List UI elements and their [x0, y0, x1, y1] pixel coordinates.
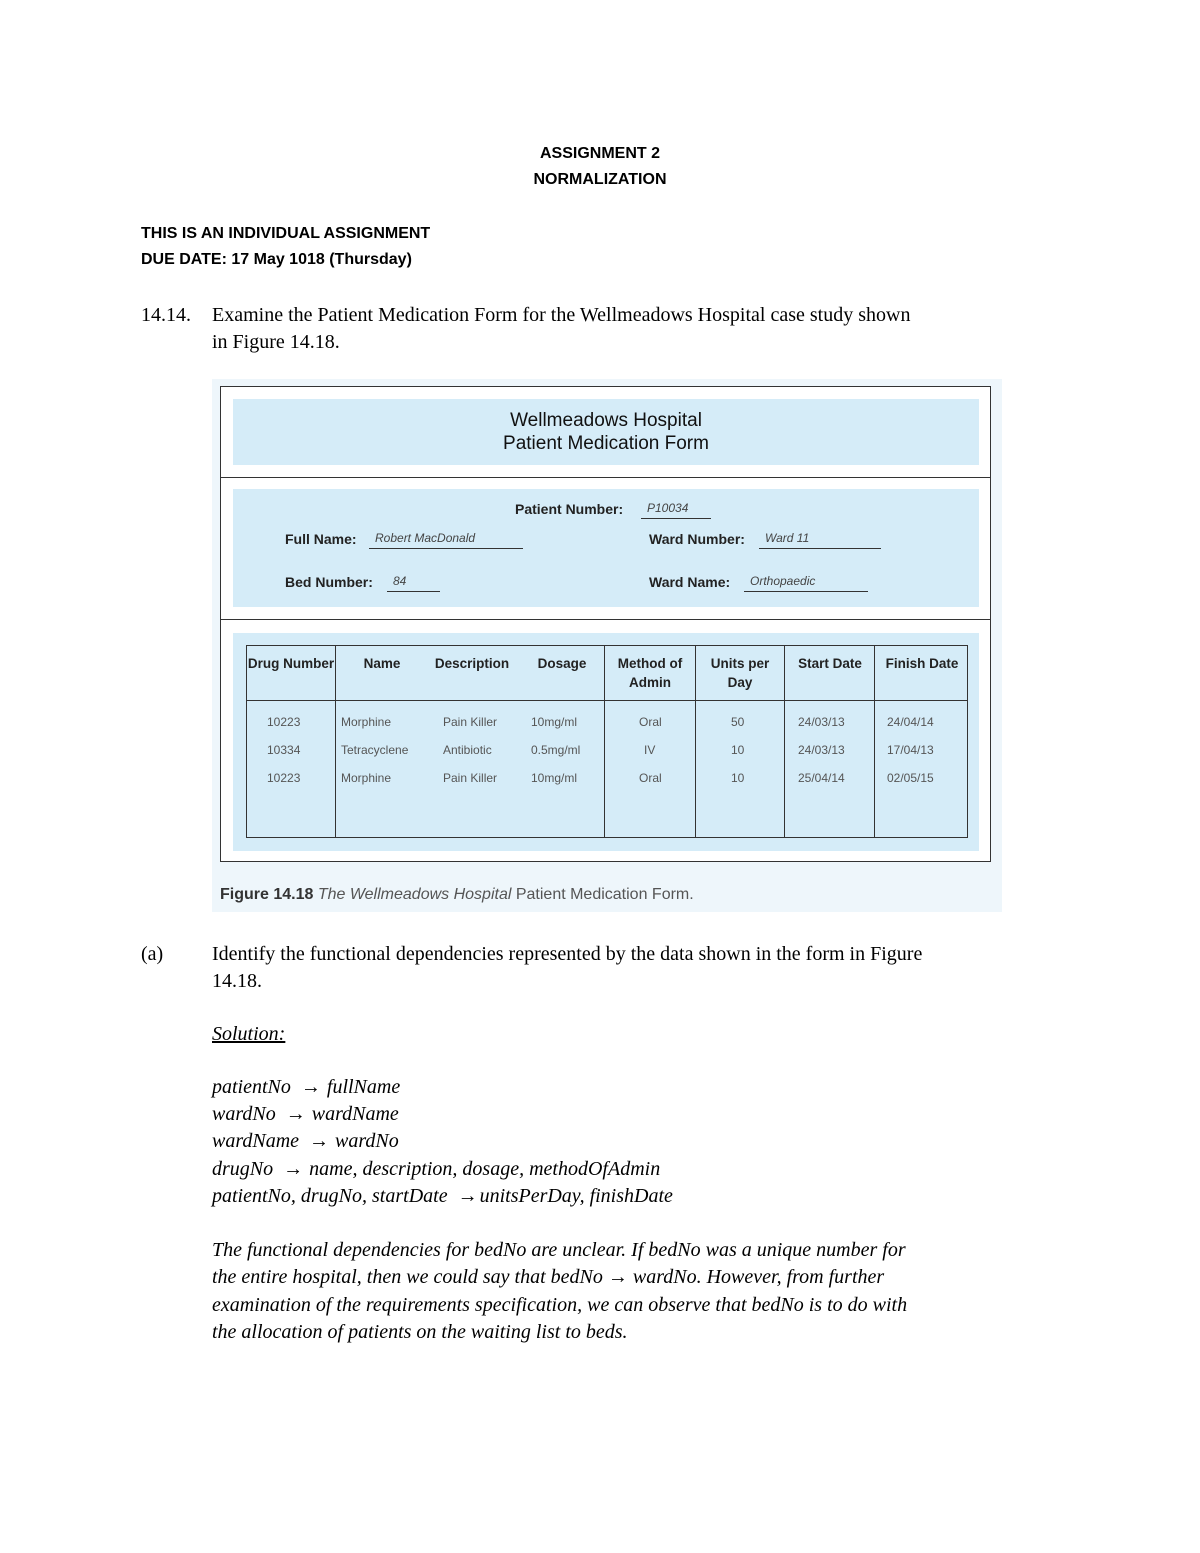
arrow-icon: → — [309, 1130, 330, 1152]
column-header: Start Date — [798, 656, 862, 671]
dependency-line — [212, 1156, 660, 1183]
ward-name-value: Orthopaedic — [744, 572, 868, 592]
ward-number-value: Ward 11 — [759, 529, 881, 549]
part-a-text-line2: 14.18. — [212, 970, 262, 992]
note-line: the entire hospital, then we could say that bedNo → wardNo. However, from further — [212, 1266, 885, 1288]
form-divider — [221, 477, 990, 478]
table-cell: IV — [644, 743, 656, 757]
patient-number-label: Patient Number: — [515, 501, 624, 517]
table-cell: Oral — [639, 715, 662, 729]
note-line: the allocation of patients on the waiting list to beds. — [212, 1321, 628, 1343]
arrow-icon: → — [457, 1185, 478, 1207]
column-separator — [695, 646, 696, 837]
bed-number-label: Bed Number: — [285, 574, 373, 590]
table-cell: Pain Killer — [443, 771, 498, 785]
figure-label: Figure 14.18 — [220, 886, 314, 903]
dependency-line — [212, 1074, 400, 1101]
dependency-rhs: wardNo — [335, 1130, 399, 1152]
solution-label: Solution: — [212, 1023, 286, 1045]
part-a-label: (a) — [141, 943, 164, 965]
figure-caption-italic: The Wellmeadows Hospital — [317, 886, 512, 903]
note-line: The functional dependencies for bedNo are unclear. If bedNo was a unique number for — [212, 1239, 906, 1261]
assignment-title: ASSIGNMENT 2 — [539, 145, 660, 162]
ward-name-label: Ward Name: — [649, 574, 731, 590]
question-number: 14.14. — [141, 304, 191, 326]
table-cell: 02/05/15 — [887, 771, 934, 785]
bed-number-value: 84 — [387, 572, 440, 592]
column-header: Method of Admin — [617, 656, 683, 690]
table-cell: Tetracyclene — [341, 743, 409, 757]
dependency-lhs: wardNo — [212, 1103, 276, 1125]
figure-caption-rest: Patient Medication Form. — [515, 886, 694, 903]
column-header: Description — [434, 656, 510, 671]
table-cell: 10 — [731, 743, 745, 757]
patient-number-value: P10034 — [641, 499, 711, 519]
patient-details-panel — [233, 489, 979, 607]
column-separator — [604, 646, 605, 837]
dependency-lhs: patientNo, drugNo, startDate — [212, 1185, 448, 1207]
question-text-line2: in Figure 14.18. — [212, 331, 340, 353]
table-cell: 10223 — [267, 715, 301, 729]
table-cell: 50 — [731, 715, 745, 729]
column-separator — [335, 646, 336, 837]
note-line: examination of the requirements specification, we can observe that bedNo is to do with — [212, 1294, 908, 1316]
arrow-icon: → — [300, 1076, 321, 1098]
form-hospital-name: Wellmeadows Hospital — [510, 410, 702, 431]
table-cell: 17/04/13 — [887, 743, 934, 757]
dependency-rhs: name, description, dosage, methodOfAdmin — [309, 1158, 661, 1180]
dependency-line — [212, 1128, 399, 1155]
column-header: Finish Date — [885, 656, 959, 671]
table-cell: Morphine — [341, 715, 392, 729]
dependency-lhs: drugNo — [212, 1158, 274, 1180]
figure-caption — [220, 886, 694, 904]
table-cell: Oral — [639, 771, 662, 785]
patient-medication-form — [220, 386, 991, 862]
medication-table — [246, 645, 968, 838]
arrow-icon: → — [285, 1103, 306, 1125]
dependency-rhs: wardName — [311, 1103, 399, 1125]
ward-number-label: Ward Number: — [649, 531, 745, 547]
table-cell: 10 — [731, 771, 745, 785]
column-header: Dosage — [537, 656, 587, 671]
arrow-icon: → — [283, 1158, 304, 1180]
table-cell: Pain Killer — [443, 715, 498, 729]
part-a-text-line1: Identify the functional dependencies represented by the data shown in the form in Figure — [212, 943, 923, 965]
table-cell: 10223 — [267, 771, 301, 785]
column-separator — [874, 646, 875, 837]
column-header: Units per Day — [710, 656, 770, 690]
table-cell: 24/04/14 — [887, 715, 934, 729]
form-title-panel — [233, 399, 979, 465]
dependency-rhs: unitsPerDay, finishDate — [479, 1185, 673, 1207]
form-divider — [221, 619, 990, 620]
due-date: DUE DATE: 17 May 1018 (Thursday) — [141, 251, 412, 268]
table-cell: 24/03/13 — [798, 743, 845, 757]
question-text-line1: Examine the Patient Medication Form for the Wellmeadows Hospital case study shown — [212, 304, 911, 326]
full-name-value: Robert MacDonald — [369, 529, 523, 549]
table-cell: 10mg/ml — [531, 771, 578, 785]
table-cell: 0.5mg/ml — [531, 743, 581, 757]
assignment-subtitle: NORMALIZATION — [533, 171, 667, 188]
table-cell: 10mg/ml — [531, 715, 578, 729]
table-cell: 10334 — [267, 743, 301, 757]
dependency-line — [212, 1101, 399, 1128]
column-header: Name — [363, 656, 401, 671]
dependency-line — [212, 1183, 673, 1210]
column-separator — [784, 646, 785, 837]
table-cell: Morphine — [341, 771, 392, 785]
dependency-rhs: fullName — [326, 1076, 401, 1098]
individual-notice: THIS IS AN INDIVIDUAL ASSIGNMENT — [141, 225, 431, 242]
dependency-lhs: wardName — [212, 1130, 300, 1152]
table-header-divider — [247, 700, 967, 701]
table-cell: 25/04/14 — [798, 771, 845, 785]
table-cell: Antibiotic — [443, 743, 492, 757]
dependency-lhs: patientNo — [212, 1076, 291, 1098]
form-title: Patient Medication Form — [503, 433, 709, 454]
table-cell: 24/03/13 — [798, 715, 845, 729]
column-header: Drug Number — [247, 656, 335, 671]
full-name-label: Full Name: — [285, 531, 357, 547]
